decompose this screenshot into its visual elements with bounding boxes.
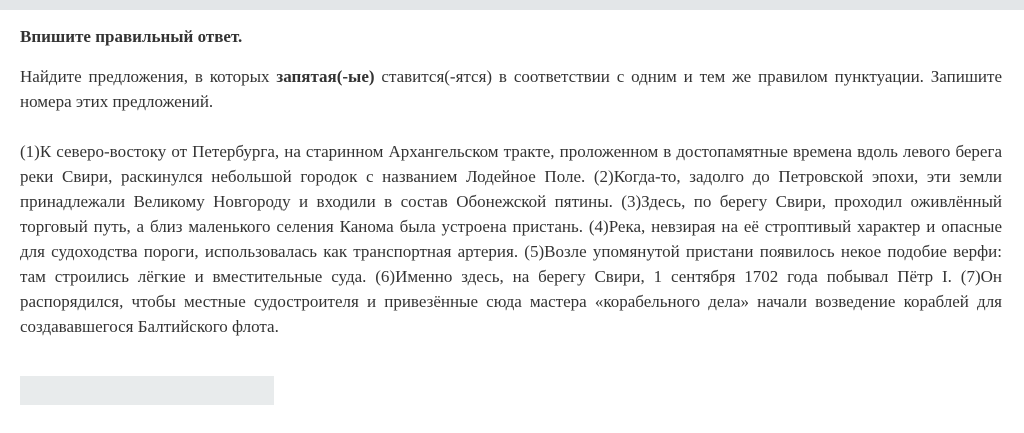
task-heading: Впишите правильный ответ. [20, 27, 243, 46]
task-instruction [20, 64, 1002, 114]
task-instruction-bold: запятая(-ые) [276, 67, 375, 86]
source-text: (1)К северо-востоку от Петербурга, на старинном Архангельском тракте, проложенном в достопамятные времена вдоль левого берега реки Свири, раскинулся небольшой городок с названием Лодейное Поле. (2)Когда-то, задолго до Петровской эпохи, эти земли принадлежали Великому Новгороду и входили в состав Обонежской пятины. (3)Здесь, по берегу Свири, проходил оживлённый торговый путь, а близ маленького селения Канома была устроена пристань. (4)Река, невзирая на её строптивый характер и опасные для судоходства пороги, использовалась как транспортная артерия. (5)Возле упомянутой пристани появилось некое подобие верфи: там строились лёгкие и вместительные суда. (6)Именно здесь, на берегу Свири, 1 сентября 1702 года побывал Пётр I. (7)Он распорядился, чтобы местные судостроителя и привезённые сюда мастера «корабельного дела» начали возведение кораблей для создававшегося Балтийского флота. [20, 142, 1002, 336]
answer-input[interactable] [20, 376, 274, 405]
task-instruction-part1: Найдите предложения, в которых [20, 67, 277, 86]
task-instruction-part2: ставится(-ятся) в соответствии с одним и тем же правилом пунктуации. Запишите номера этих предложений. [20, 67, 1002, 111]
top-bar [0, 0, 1024, 10]
task-container [20, 24, 1002, 339]
